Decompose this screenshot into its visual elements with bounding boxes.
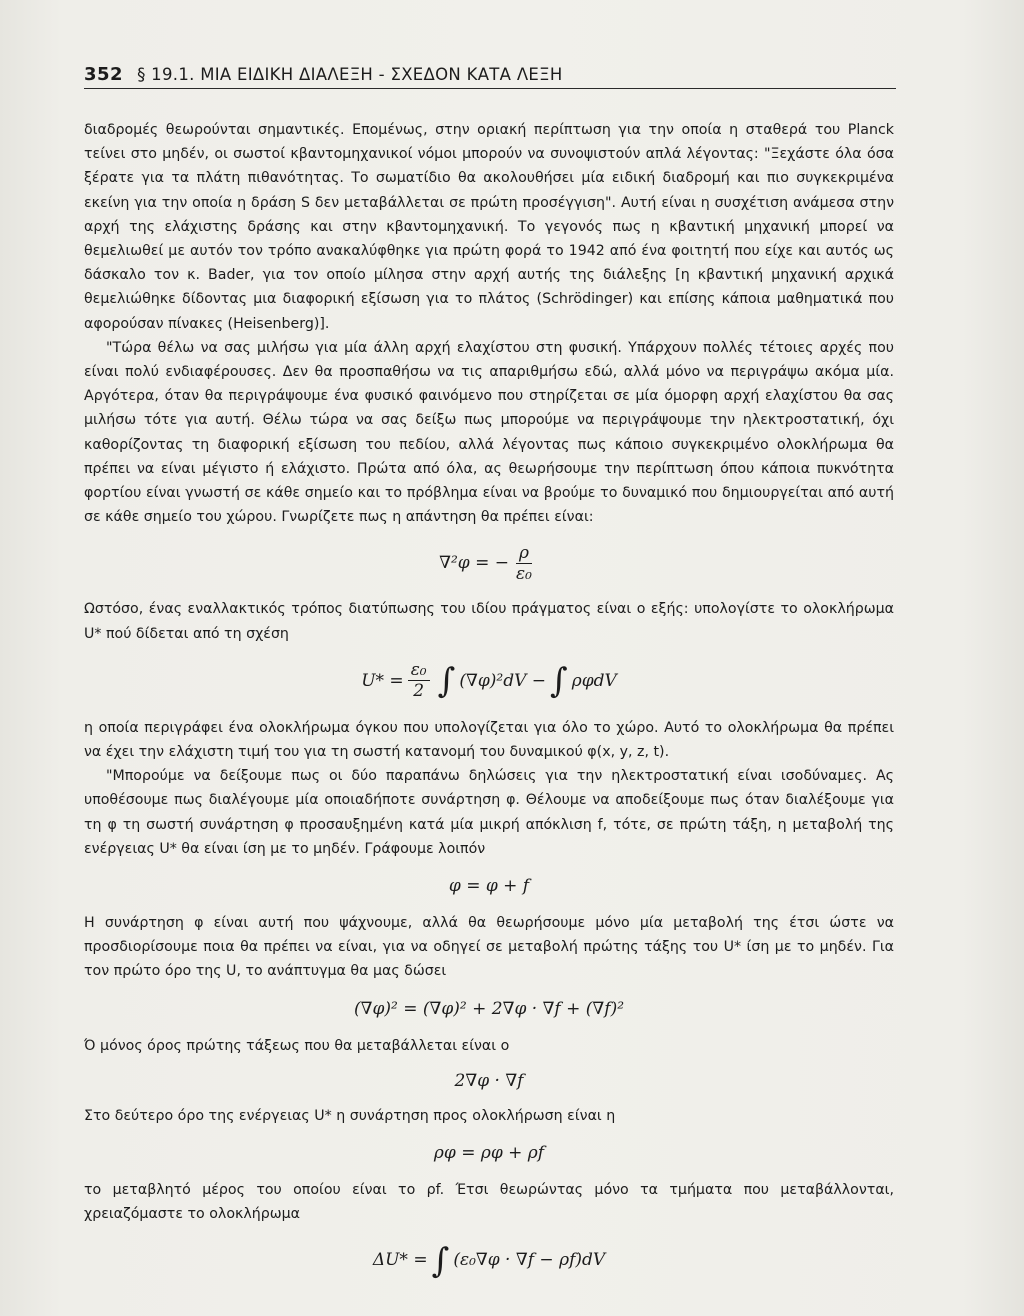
equation-delta-energy-body: (ε₀∇φ · ∇f − ρf)dV	[453, 1250, 606, 1271]
equation-delta-energy	[84, 1231, 894, 1291]
equation-energy-fraction	[408, 660, 430, 701]
integral-sign: ∫	[431, 1240, 450, 1281]
section-title: § 19.1. ΜΙΑ ΕΙΔΙΚΗ ΔΙΑΛΕΞΗ - ΣΧΕΔΟΝ ΚΑΤΑ ΛΕΞΗ	[137, 65, 563, 84]
integral-sign: ∫	[550, 660, 568, 701]
integral-sign: ∫	[437, 660, 456, 701]
equation-charge-term-text: ρφ = ρφ + ρf	[433, 1142, 545, 1163]
fraction-denominator: ε₀	[515, 563, 532, 584]
paragraph-8: Στο δεύτερο όρο της ενέργειας U* η συνάρτηση προς ολοκλήρωση είναι η	[84, 1107, 616, 1124]
equation-energy-term2: ρφdV	[571, 670, 617, 691]
page-body	[84, 118, 894, 1295]
equation-first-order-term-text: 2∇φ · ∇f	[454, 1070, 524, 1091]
equation-charge-term	[84, 1132, 894, 1174]
fraction-denominator: 2	[413, 681, 425, 702]
page-header	[84, 62, 896, 89]
paragraph-5: "Μπορούμε να δείξουμε πως οι δύο παραπάνω δηλώσεις για την ηλεκτροστατική είναι ισοδύναμες. Ας υποθέσουμε πως διαλέγουμε μία οποιαδήποτε συνάρτηση φ. Θέλουμε να αποδείξουμε πως όταν διαλέξουμε για τη φ τη σωστή συνάρτηση φ προσαυξημένη κατά μία μικρή απόκλιση f, τότε, σε πρώτη τάξη, η μεταβολή της ενέργειας U* θα είναι ίση με το μηδέν. Γράφουμε λοιπόν	[84, 768, 894, 857]
equation-poisson-lhs: ∇²φ = −	[439, 553, 509, 574]
equation-gradient-expansion	[84, 988, 894, 1030]
fraction-numerator: ρ	[516, 543, 532, 564]
equation-perturbation	[84, 865, 894, 907]
paragraph-4: η οποία περιγράφει ένα ολοκλήρωμα όγκου που υπολογίζεται για όλο το χώρο. Αυτό το ολοκλήρωμα θα πρέπει να έχει την ελάχιστη τιμή του για τη σωστή κατανομή του δυναμικού φ(x, y, z, t).	[84, 719, 894, 761]
equation-energy-integral	[84, 650, 894, 712]
equation-poisson-fraction	[513, 543, 535, 584]
equation-first-order-term	[84, 1062, 894, 1100]
paragraph-9: το μεταβλητό μέρος του οποίου είναι το ρf. Έτσι θεωρώντας μόνο τα τμήματα που μεταβάλλονται, χρειαζόμαστε το ολοκλήρωμα	[84, 1182, 894, 1223]
page-number: 352	[84, 64, 124, 85]
paragraph-7: Ό μόνος όρος πρώτης τάξεως που θα μεταβάλλεται είναι ο	[84, 1037, 510, 1054]
equation-gradient-expansion-text: (∇φ)² = (∇φ)² + 2∇φ · ∇f + (∇f)²	[353, 998, 625, 1019]
equation-perturbation-text: φ = φ + f	[448, 875, 530, 896]
equation-energy-term1: (∇φ)²dV −	[459, 670, 547, 691]
paragraph-3: Ωστόσο, ένας εναλλακτικός τρόπος διατύπωσης του ιδίου πράγματος είναι ο εξής: υπολογίστε το ολοκλήρωμα U* πού δίδεται από τη σχέση	[84, 601, 894, 642]
paragraph-1: διαδρομές θεωρούνται σημαντικές. Επομένως, στην οριακή περίπτωση για την οποία η σταθερά του Planck τείνει στο μηδέν, οι σωστοί κβαντομηχανικοί νόμοι μπορούν να συνοψιστούν απλά λέγοντας: "Ξεχάστε όλα όσα ξέρατε για τα πλάτη πιθανότητας. Το σωματίδιο θα ακολουθήσει μία ειδική διαδρομή και πιο συγκεκριμένα εκείνη για την οποία η δράση S δεν μεταβάλλεται σε πρώτη προσέγγιση". Αυτή είναι η συσχέτιση ανάμεσα στην αρχή της ελάχιστης δράσης και στην κβαντομηχανική. Το γεγονός πως η κβαντική μηχανική μπορεί να θεμελιωθεί με αυτόν τον τρόπο ανακαλύφθηκε για πρώτη φορά το 1942 από ένα φοιτητή που είχε και αυτός ως δάσκαλο τον κ. Bader, για τον οποίο μίλησα στην αρχή αυτής της διάλεξης [η κβαντική μηχανική αρχικά θεμελιώθηκε δίδοντας μια διαφορική εξίσωση για το πλάτος (Schrödinger) και επίσης κάποια μαθηματικά που αφορούσαν πίνακες (Heisenberg)].	[84, 122, 894, 332]
fraction-numerator: ε₀	[408, 660, 430, 681]
equation-delta-energy-lhs: ΔU* =	[372, 1250, 428, 1271]
paragraph-2: "Τώρα θέλω να σας μιλήσω για μία άλλη αρχή ελαχίστου στη φυσική. Υπάρχουν πολλές τέτοιες αρχές που είναι πολύ ενδιαφέρουσες. Δεν θα προσπαθήσω να τις απαριθμήσω εδώ, αλλά μόνο να περιγράψω ακόμα μία. Αργότερα, όταν θα περιγράψουμε ένα φυσικό φαινόμενο που στηρίζεται σε μία όμορφη αρχή ελαχίστου θα σας μιλήσω τότε για αυτή. Θέλω τώρα να σας δείξω πως μπορούμε να περιγράψουμε την ηλεκτροστατική, όχι καθορίζοντας τη διαφορική εξίσωση του πεδίου, αλλά λέγοντας πως κάποιο συγκεκριμένο ολοκλήρωμα θα πρέπει να είναι μέγιστο ή ελάχιστο. Πρώτα από όλα, ας θεωρήσουμε την περίπτωση όπου κάποια πυκνότητα φορτίου είναι γνωστή σε κάθε σημείο και το πρόβλημα είναι να βρούμε το δυναμικό που δημιουργείται από αυτή σε κάθε σημείο του χώρου. Γνωρίζετε πως η απάντηση θα πρέπει είναι:	[84, 339, 894, 526]
equation-poisson	[84, 533, 894, 593]
equation-energy-lhs: U* =	[361, 670, 404, 691]
paragraph-6: Η συνάρτηση φ είναι αυτή που ψάχνουμε, αλλά θα θεωρήσουμε μόνο μία μεταβολή της έτσι ώστε να προσδιορίσουμε ποια θα πρέπει να είναι, για να οδηγεί σε μεταβολή πρώτης τάξης του U* ίση με το μηδέν. Για τον πρώτο όρο της U, το ανάπτυγμα θα μας δώσει	[84, 915, 894, 980]
